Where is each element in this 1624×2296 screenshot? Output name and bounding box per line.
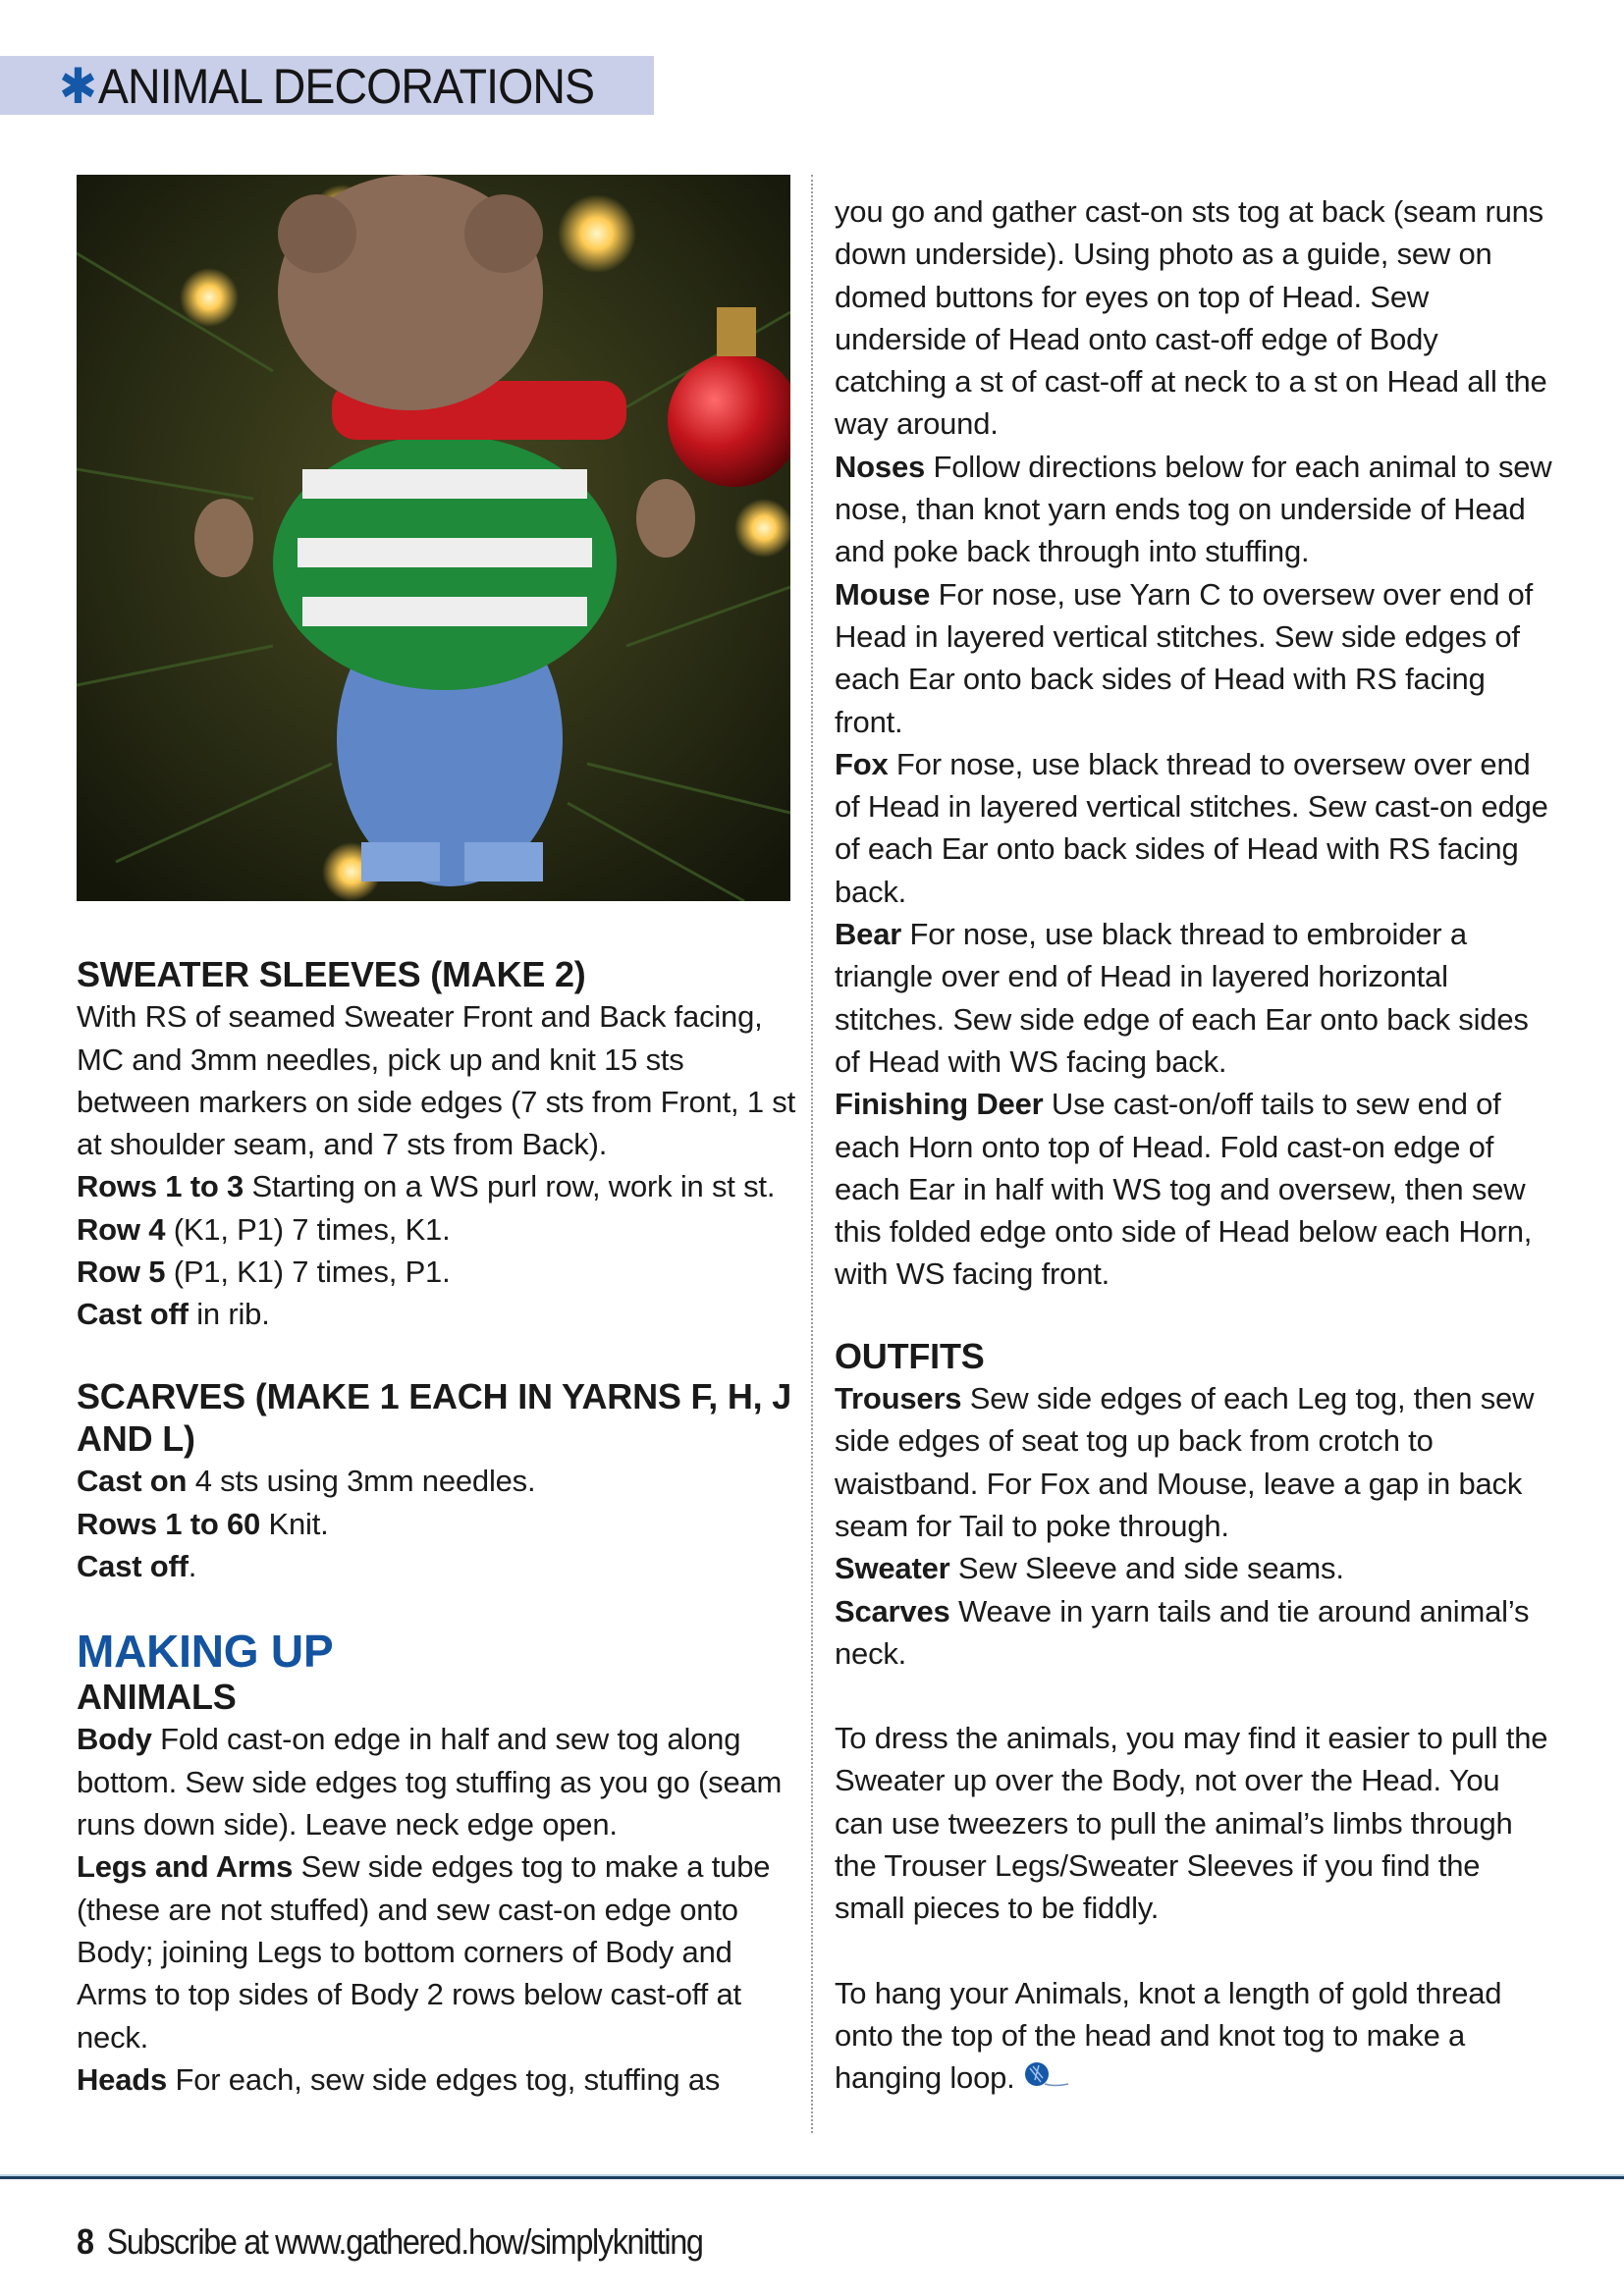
instruction-para: Finishing Deer Use cast-on/off tails to sew end of each Horn onto top of Head. Fold cast-on edge of each Ear in half with WS tog and oversew, then sew this folded edge onto side of Head below each Horn, with WS facing front. — [835, 1087, 1533, 1292]
hang-paragraph: To hang your Animals, knot a length of gold thread onto the top of the head and knot tog to make a hanging loop. — [835, 1972, 1556, 2102]
instruction-para: Bear For nose, use black thread to embroider a triangle over end of Head in layered horizontal stitches. Sew side edge of each Ear onto back sides of Head with WS facing back. — [835, 917, 1529, 1079]
page-number: 8 — [77, 2221, 95, 2262]
continued-text: you go and gather cast-on sts tog at back (seam runs down underside). Using photo as a guide, sew on domed buttons for eyes on top of Head. Sew underside of Head onto cast-off edge of Body catching a st of cast-off at neck to a st on Head all the way around. — [835, 194, 1547, 442]
footer — [77, 2220, 703, 2264]
yarn-ball-icon — [1023, 2058, 1070, 2101]
instruction-para: Heads For each, sew side edges tog, stuffing as — [77, 2061, 721, 2097]
footer-rule — [0, 2174, 1624, 2179]
instruction-para: Sweater Sew Sleeve and side seams. — [835, 1551, 1344, 1586]
asterisk-flower-icon: ✱ — [59, 59, 97, 114]
sweater-sleeves-heading: SWEATER SLEEVES (MAKE 2) — [77, 954, 586, 994]
right-column — [835, 190, 1556, 2102]
instruction-row: Cast off. — [77, 1548, 197, 1583]
instruction-row: Row 5 (P1, K1) 7 times, P1. — [77, 1255, 451, 1290]
making-up-heading: MAKING UP — [77, 1626, 334, 1678]
left-column — [77, 953, 798, 2101]
instruction-row: Cast on 4 sts using 3mm needles. — [77, 1464, 536, 1499]
instruction-row: Row 4 (K1, P1) 7 times, K1. — [77, 1211, 451, 1247]
dress-paragraph: To dress the animals, you may find it easier to pull the Sweater up over the Body, not over the Head. You can use tweezers to pull the animal’s limbs through the Trouser Legs/Sweater Sleeves if you find the small pieces to be fiddly. — [835, 1721, 1548, 1926]
instruction-para: Legs and Arms Sew side edges tog to make a tube (these are not stuffed) and sew cast-on edge onto Body; joining Legs to bottom corners of Body and Arms to top sides of Body 2 rows below cast-off at neck. — [77, 1849, 771, 2055]
knitted-bear-photo — [77, 175, 790, 901]
instruction-row: Rows 1 to 60 Knit. — [77, 1506, 329, 1541]
animals-heading: ANIMALS — [77, 1677, 237, 1718]
instruction-para: Mouse For nose, use Yarn C to oversew over end of Head in layered vertical stitches. Sew side edges of each Ear onto back sides of Head with RS facing front. — [835, 576, 1534, 739]
section-title-text: ANIMAL DECORATIONS — [97, 59, 595, 114]
scarves-heading: SCARVES (MAKE 1 EACH IN YARNS F, H, J AND L) — [77, 1375, 792, 1459]
column-divider — [811, 175, 813, 2133]
instruction-para: Trousers Sew side edges of each Leg tog, then sew side edges of seat tog up back from crotch to waistband. For Fox and Mouse, leave a gap in back seam for Tail to poke through. — [835, 1381, 1535, 1543]
section-title — [59, 57, 594, 116]
subscribe-link[interactable]: Subscribe at www.gathered.how/simplyknitting — [106, 2221, 703, 2262]
instruction-para: Scarves Weave in yarn tails and tie around animal’s neck. — [835, 1593, 1530, 1671]
sleeves-intro: With RS of seamed Sweater Front and Back facing, MC and 3mm needles, pick up and knit 15 sts between markers on side edges (7 sts from Front, 1 st at shoulder seam, and 7 sts from Back). — [77, 999, 795, 1162]
instruction-row: Rows 1 to 3 Starting on a WS purl row, work in st st. — [77, 1169, 776, 1204]
instruction-para: Noses Follow directions below for each animal to sew nose, than knot yarn ends tog on underside of Head and poke back through into stuffing. — [835, 449, 1552, 569]
instruction-para: Fox For nose, use black thread to oversew over end of Head in layered vertical stitches. Sew cast-on edge of each Ear onto back sides of Head with RS facing back. — [835, 746, 1548, 909]
instruction-para: Body Fold cast-on edge in half and sew tog along bottom. Sew side edges tog stuffing as you go (seam runs down side). Leave neck edge open. — [77, 1722, 783, 1842]
outfits-heading: OUTFITS — [835, 1335, 985, 1376]
instruction-row: Cast off in rib. — [77, 1297, 270, 1332]
